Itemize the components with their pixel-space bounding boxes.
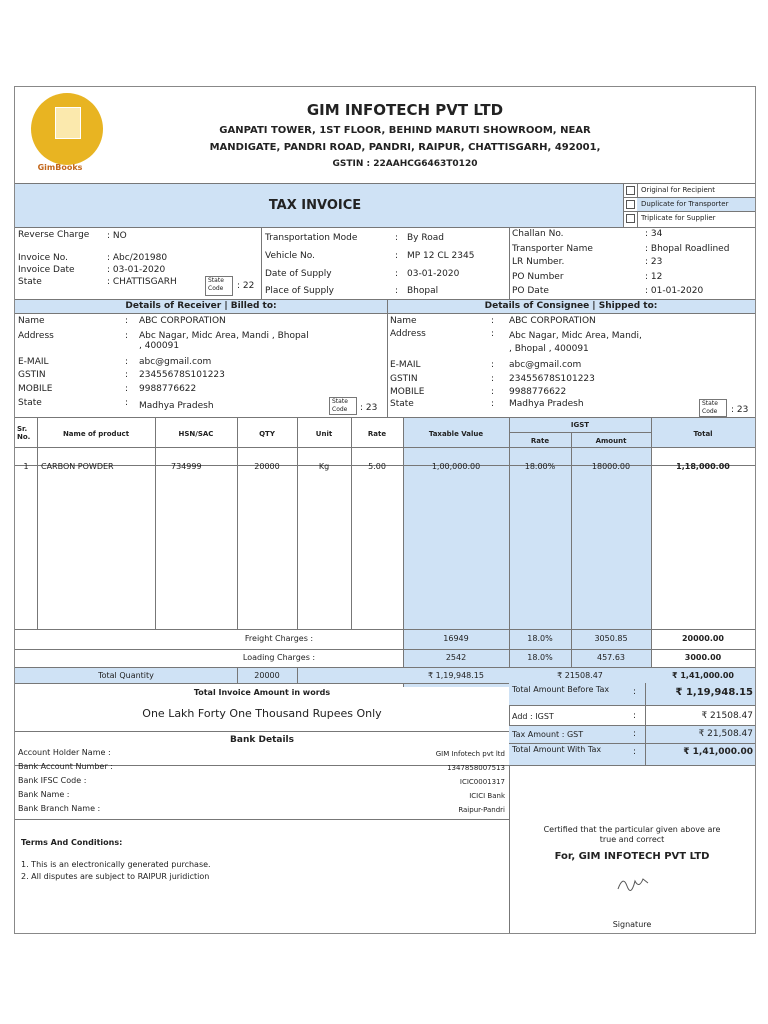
copy-triplicate: Triplicate for Supplier [641, 214, 716, 222]
supply-date-label: Date of Supply [265, 269, 332, 279]
summary-igst-value: ₹ 21508.47 [701, 711, 753, 721]
lr-label: LR Number. [512, 257, 565, 267]
transport-mode-label: Transportation Mode [265, 233, 358, 243]
sep: : [125, 316, 129, 326]
reverse-charge-label: Reverse Charge [18, 230, 90, 240]
supply-place-label: Place of Supply [265, 286, 334, 296]
cell-hsn: 734999 [171, 462, 202, 471]
words-heading: Total Invoice Amount in words [193, 688, 331, 697]
company-gstin: GSTIN : 22AAHCG6463T0120 [332, 159, 478, 169]
sep: : [491, 316, 495, 326]
transporter-label: Transporter Name [512, 244, 593, 254]
invoice-no-label: Invoice No. [18, 253, 68, 263]
sep: : [395, 251, 399, 261]
sep: : [125, 384, 129, 394]
cell-rate: 5.00 [368, 462, 386, 471]
reverse-charge-value: : NO [107, 231, 127, 241]
logo-text: GimBooks [37, 163, 83, 172]
consignee-email: abc@gmail.com [509, 360, 582, 370]
sep: : [125, 370, 129, 380]
company-name: GIM INFOTECH PVT LTD [306, 101, 504, 119]
certify-text-1: Certified that the particular given above are [543, 825, 721, 834]
th-taxable: Taxable Value [428, 430, 484, 438]
sep: : [491, 360, 495, 370]
total-taxable: ₹ 1,19,948.15 [428, 671, 484, 680]
th-igst-amount: Amount [595, 437, 627, 445]
tax-highlight [403, 417, 651, 687]
freight-rate: 18.0% [527, 634, 553, 643]
sep: : [395, 269, 399, 279]
terms-item-1: 1. This is an electronically generated purchase. [21, 860, 211, 869]
th-rate: Rate [367, 430, 387, 438]
summary-before-tax-value: ₹ 1,19,948.15 [675, 687, 753, 698]
cell-taxable: 1,00,000.00 [431, 462, 481, 471]
company-address-line1: GANPATI TOWER, 1ST FLOOR, BEHIND MARUTI SHOWROOM, NEAR [219, 125, 591, 136]
freight-taxable: 16949 [443, 634, 469, 643]
receiver-gstin: 23455678S101223 [139, 370, 225, 380]
consignee-heading: Details of Consignee | Shipped to: [484, 301, 658, 311]
sep: : [125, 398, 129, 408]
certify-text-2: true and correct [599, 835, 665, 844]
sep: : [633, 729, 637, 739]
sep: : [395, 286, 399, 296]
total-igst: ₹ 21508.47 [557, 671, 603, 680]
receiver-state: Madhya Pradesh [139, 401, 214, 411]
sep: : [491, 387, 495, 397]
invoice-title: TAX INVOICE [268, 198, 362, 213]
consignee-state-code-box: State Code [699, 399, 727, 417]
summary-with-tax-label: Total Amount With Tax [512, 745, 602, 754]
challan-label: Challan No. [512, 229, 564, 239]
invoice-no-value: : Abc/201980 [107, 253, 168, 263]
po-label: PO Number [512, 272, 564, 282]
bank-branch: Raipur-Pandri [458, 806, 505, 814]
vehicle-label: Vehicle No. [265, 251, 315, 261]
total-quantity: 20000 [254, 671, 280, 680]
original-checkbox[interactable] [626, 186, 635, 195]
consignee-name-label: Name [390, 316, 417, 326]
cell-total: 1,18,000.00 [676, 462, 730, 471]
receiver-gstin-label: GSTIN [18, 370, 46, 380]
invoice-date-label: Invoice Date [18, 265, 75, 275]
document-icon [55, 107, 81, 139]
signature-scribble [615, 871, 651, 895]
consignee-address-line2: , Bhopal , 400091 [509, 344, 589, 354]
receiver-name-label: Name [18, 316, 45, 326]
bank-account: 1347858007513 [447, 764, 505, 772]
summary-igst-label: Add : IGST [512, 712, 554, 721]
consignee-state-label: State [390, 399, 414, 409]
summary-gst-value: ₹ 21,508.47 [698, 729, 753, 739]
receiver-mobile: 9988776622 [139, 384, 197, 394]
invoice-state-label: State [18, 277, 42, 287]
receiver-state-code: : 23 [360, 403, 378, 413]
bank-ifsc-label: Bank IFSC Code : [18, 776, 87, 785]
bank-branch-label: Bank Branch Name : [18, 804, 101, 813]
th-unit: Unit [315, 430, 333, 438]
th-hsn: HSN/SAC [178, 430, 214, 438]
invoice-document [14, 86, 756, 934]
consignee-state-code: : 23 [731, 405, 749, 415]
invoice-state-value: : CHATTISGARH [107, 277, 177, 287]
copy-duplicate: Duplicate for Transporter [641, 200, 729, 208]
sep: : [395, 233, 399, 243]
lr-value: : 23 [645, 257, 663, 267]
sep: : [491, 374, 495, 384]
consignee-name: ABC CORPORATION [509, 316, 596, 326]
transport-mode-value: By Road [407, 233, 444, 243]
cell-unit: Kg [318, 462, 330, 471]
bank-heading: Bank Details [230, 735, 294, 745]
th-qty: QTY [259, 430, 275, 438]
company-logo [31, 93, 103, 165]
sep: : [633, 747, 637, 757]
po-date-value: : 01-01-2020 [645, 286, 704, 296]
cell-igst-amount: 18000.00 [591, 462, 631, 471]
duplicate-checkbox[interactable] [626, 200, 635, 209]
freight-amount: 3050.85 [594, 634, 628, 643]
freight-total: 20000.00 [681, 634, 724, 643]
summary-before-tax-label: Total Amount Before Tax [512, 685, 610, 694]
receiver-email-label: E-MAIL [18, 357, 49, 367]
supply-place-value: Bhopal [407, 286, 439, 296]
sep: : [491, 329, 495, 339]
consignee-state: Madhya Pradesh [509, 399, 584, 409]
bank-ifsc: ICIC0001317 [459, 778, 505, 786]
freight-label: Freight Charges : [244, 634, 314, 643]
cell-product: CARBON POWDER [41, 462, 114, 471]
triplicate-checkbox[interactable] [626, 214, 635, 223]
state-code-box: State Code [205, 276, 233, 296]
signature-label: Signature [612, 920, 652, 929]
loading-total: 3000.00 [684, 653, 722, 662]
consignee-address-label: Address [390, 329, 426, 339]
bank-name: ICICI Bank [469, 792, 505, 800]
total-amount: ₹ 1,41,000.00 [672, 671, 734, 680]
th-sr: Sr. No. [17, 425, 31, 441]
loading-taxable: 2542 [445, 653, 467, 662]
receiver-mobile-label: MOBILE [18, 384, 53, 394]
th-product: Name of product [62, 430, 130, 438]
consignee-mobile-label: MOBILE [390, 387, 425, 397]
consignee-gstin: 23455678S101223 [509, 374, 595, 384]
receiver-state-label: State [18, 398, 42, 408]
bank-holder: GIM Infotech pvt ltd [435, 750, 505, 758]
receiver-address-line2: , 400091 [139, 341, 180, 351]
summary-gst-label: Tax Amount : GST [512, 730, 584, 739]
certify-company: For, GIM INFOTECH PVT LTD [554, 851, 710, 862]
cell-qty: 20000 [254, 462, 280, 471]
terms-item-2: 2. All disputes are subject to RAIPUR juridiction [21, 872, 210, 881]
sep: : [125, 357, 129, 367]
state-code-value: : 22 [237, 281, 255, 291]
summary-with-tax-value: ₹ 1,41,000.00 [683, 747, 753, 757]
terms-heading: Terms And Conditions: [21, 838, 123, 847]
loading-label: Loading Charges : [242, 653, 316, 662]
invoice-date-value: : 03-01-2020 [107, 265, 166, 275]
sep: : [633, 711, 637, 721]
th-total: Total [693, 430, 713, 438]
cell-sr: 1 [23, 462, 29, 471]
consignee-email-label: E-MAIL [390, 360, 421, 370]
th-igst-rate: Rate [530, 437, 550, 445]
words-value: One Lakh Forty One Thousand Rupees Only [142, 707, 382, 720]
vehicle-value: MP 12 CL 2345 [407, 251, 475, 261]
sep: : [633, 687, 637, 697]
cell-igst-rate: 18.00% [524, 462, 556, 471]
loading-rate: 18.0% [527, 653, 553, 662]
supply-date-value: 03-01-2020 [407, 269, 460, 279]
receiver-state-code-box: State Code [329, 397, 357, 415]
bank-holder-label: Account Holder Name : [18, 748, 111, 757]
total-quantity-label: Total Quantity [98, 671, 154, 680]
sep: : [125, 331, 129, 341]
sep: : [491, 399, 495, 409]
bank-account-label: Bank Account Number : [18, 762, 113, 771]
company-address-line2: MANDIGATE, PANDRI ROAD, PANDRI, RAIPUR, CHATTISGARH, 492001, [209, 142, 601, 153]
po-date-label: PO Date [512, 286, 549, 296]
receiver-name: ABC CORPORATION [139, 316, 226, 326]
consignee-gstin-label: GSTIN [390, 374, 418, 384]
consignee-address-line1: Abc Nagar, Midc Area, Mandi, [509, 331, 642, 341]
th-igst: IGST [570, 421, 590, 429]
receiver-email: abc@gmail.com [139, 357, 212, 367]
receiver-address-line1: Abc Nagar, Midc Area, Mandi , Bhopal [139, 331, 309, 341]
receiver-heading: Details of Receiver | Billed to: [125, 301, 277, 311]
copy-original: Original for Recipient [641, 186, 715, 194]
bank-name-label: Bank Name : [18, 790, 70, 799]
challan-value: : 34 [645, 229, 663, 239]
po-value: : 12 [645, 272, 663, 282]
transporter-value: : Bhopal Roadlined [645, 244, 730, 254]
receiver-address-label: Address [18, 331, 54, 341]
consignee-mobile: 9988776622 [509, 387, 567, 397]
loading-amount: 457.63 [597, 653, 625, 662]
